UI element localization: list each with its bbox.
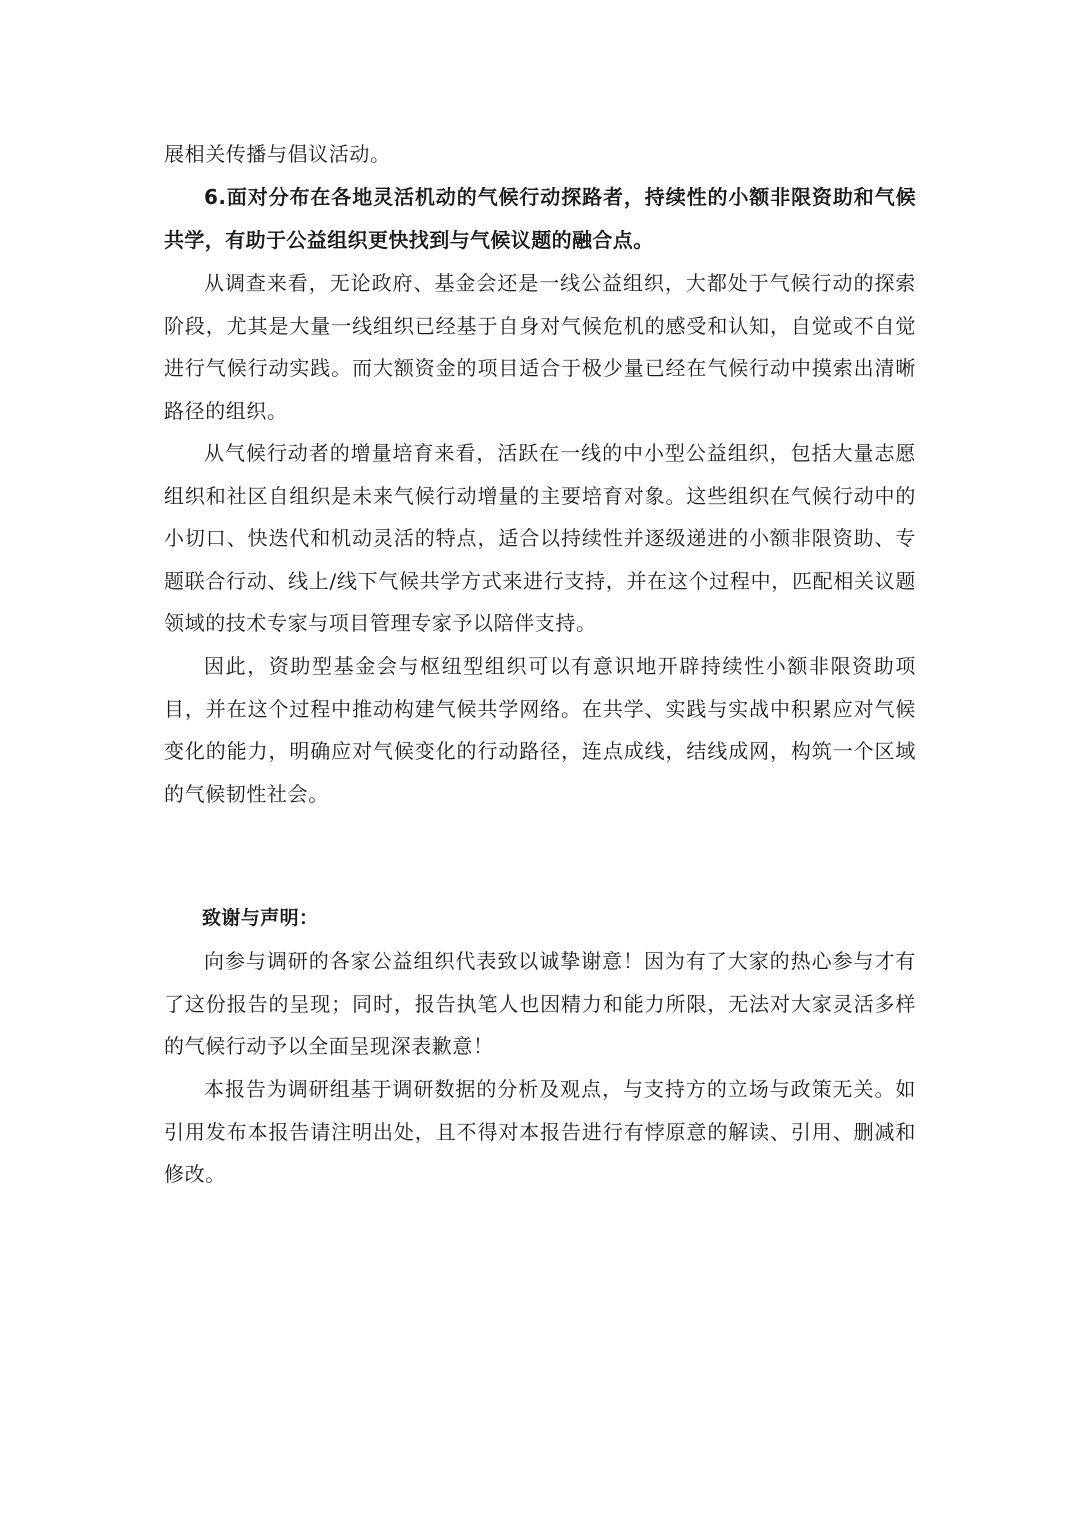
acknowledgement-heading: 致谢与声明：	[202, 907, 319, 929]
acknowledgement-thanks-paragraph: 向参与调研的各家公益组织代表致以诚挚谢意！因为有了大家的热心参与才有了这份报告的呈现；同时，报告执笔人也因精力和能力所限，无法对大家灵活多样的气候行动予以全面呈现深表歉意！	[164, 949, 916, 1058]
point-6-heading: 6.面对分布在各地灵活机动的气候行动探路者，持续性的小额非限资助和气候共学，有助于公益组织更快找到与气候议题的融合点。	[164, 185, 916, 252]
continued-paragraph-end: 展相关传播与倡议活动。	[164, 142, 391, 166]
body-paragraph-conclusion: 因此，资助型基金会与枢纽型组织可以有意识地开辟持续性小额非限资助项目，并在这个过程中推动构建气候共学网络。在共学、实践与实战中积累应对气候变化的能力，明确应对气候变化的行动路径，连点成线，结线成网，构筑一个区域的气候韧性社会。	[164, 654, 916, 806]
acknowledgement-disclaimer-paragraph: 本报告为调研组基于调研数据的分析及观点，与支持方的立场与政策无关。如引用发布本报告请注明出处，且不得对本报告进行有悖原意的解读、引用、删减和修改。	[164, 1077, 916, 1186]
body-paragraph-incubation: 从气候行动者的增量培育来看，活跃在一线的中小型公益组织，包括大量志愿组织和社区自组织是未来气候行动增量的主要培育对象。这些组织在气候行动中的小切口、快迭代和机动灵活的特点，适合以持续性并逐级递进的小额非限资助、专题联合行动、线上/线下气候共学方式来进行支持，并在这个过程中，匹配相关议题领域的技术专家与项目管理专家予以陪伴支持。	[164, 441, 916, 635]
body-paragraph-survey: 从调查来看，无论政府、基金会还是一线公益组织，大都处于气候行动的探索阶段，尤其是大量一线组织已经基于自身对气候危机的感受和认知，自觉或不自觉进行气候行动实践。而大额资金的项目适合于极少量已经在气候行动中摸索出清晰路径的组织。	[164, 271, 916, 423]
